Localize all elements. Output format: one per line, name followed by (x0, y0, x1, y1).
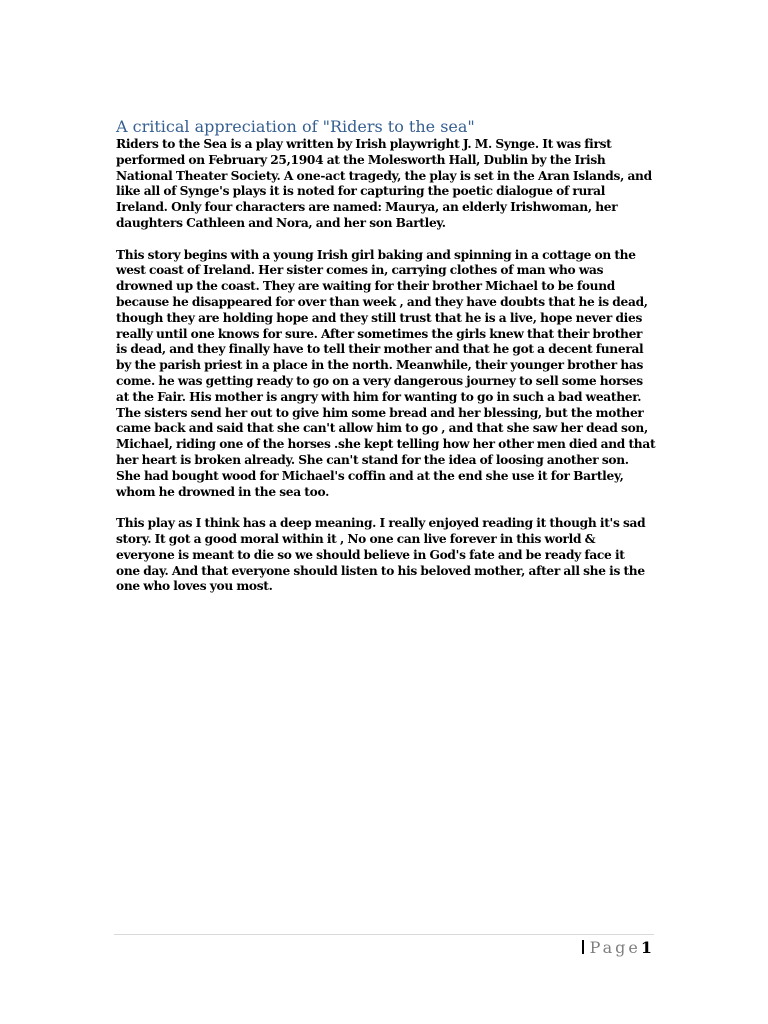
text-line: everyone is meant to die so we should believe in God's fate and be ready face it (116, 547, 625, 562)
text-line: one who loves you most. (116, 579, 273, 594)
text-line: story. It got a good moral within it , No one can live forever in this world & (116, 531, 596, 546)
text-line: daughters Cathleen and Nora, and her son Bartley. (116, 215, 446, 230)
text-line: her heart is broken already. She can't stand for the idea of loosing another son. (116, 452, 629, 467)
text-line: like all of Synge's plays it is noted for capturing the poetic dialogue of rural (116, 184, 606, 199)
text-line: west coast of Ireland. Her sister comes in, carrying clothes of man who was (116, 263, 604, 278)
text-line: performed on February 25,1904 at the Molesworth Hall, Dublin by the Irish (116, 152, 606, 167)
page-footer (582, 936, 652, 960)
page-label: Page (589, 938, 641, 957)
footer-divider (114, 934, 654, 935)
text-line: by the parish priest in a place in the north. Meanwhile, their younger brother has (116, 358, 644, 373)
footer-bar-separator (582, 940, 584, 954)
text-line: come. he was getting ready to go on a very dangerous journey to sell some horses (116, 373, 643, 388)
document-title: A critical appreciation of "Riders to the sea" (116, 117, 475, 136)
text-line: drowned up the coast. They are waiting for their brother Michael to be found (116, 279, 616, 294)
text-line: Riders to the Sea is a play written by Irish playwright J. M. Synge. It was first (116, 137, 612, 151)
text-line: because he disappeared for over than week , and they have doubts that he is dead, (116, 294, 648, 309)
text-line: one day. And that everyone should listen to his beloved mother, after all she is the (116, 563, 645, 578)
text-line: The sisters send her out to give him some bread and her blessing, but the mother (116, 405, 644, 420)
text-line: This play as I think has a deep meaning. I really enjoyed reading it though it's sad (116, 516, 646, 531)
paragraph-1 (116, 137, 656, 232)
text-line: at the Fair. His mother is angry with him for wanting to go in such a bad weather. (116, 389, 642, 404)
text-line: whom he drowned in the sea too. (116, 484, 330, 499)
text-line: Michael, riding one of the horses .she kept telling how her other men died and that (116, 437, 656, 452)
page-number: 1 (640, 938, 652, 957)
text-line: is dead, and they finally have to tell their mother and that he got a decent funeral (116, 342, 644, 357)
text-line: really until one knows for sure. After sometimes the girls knew that their brother (116, 326, 643, 341)
text-line: Ireland. Only four characters are named: Maurya, an elderly Irishwoman, her (116, 200, 618, 215)
text-line: This story begins with a young Irish girl baking and spinning in a cottage on the (116, 247, 636, 262)
text-line: She had bought wood for Michael's coffin and at the end she use it for Bartley, (116, 468, 624, 483)
text-line: National Theater Society. A one-act tragedy, the play is set in the Aran Islands, and (116, 168, 652, 183)
paragraph-3 (116, 516, 656, 595)
paragraph-2 (116, 248, 656, 501)
document-body (116, 137, 656, 611)
text-line: though they are holding hope and they still trust that he is a live, hope never dies (116, 310, 643, 325)
text-line: came back and said that she can't allow him to go , and that she saw her dead son, (116, 421, 648, 436)
